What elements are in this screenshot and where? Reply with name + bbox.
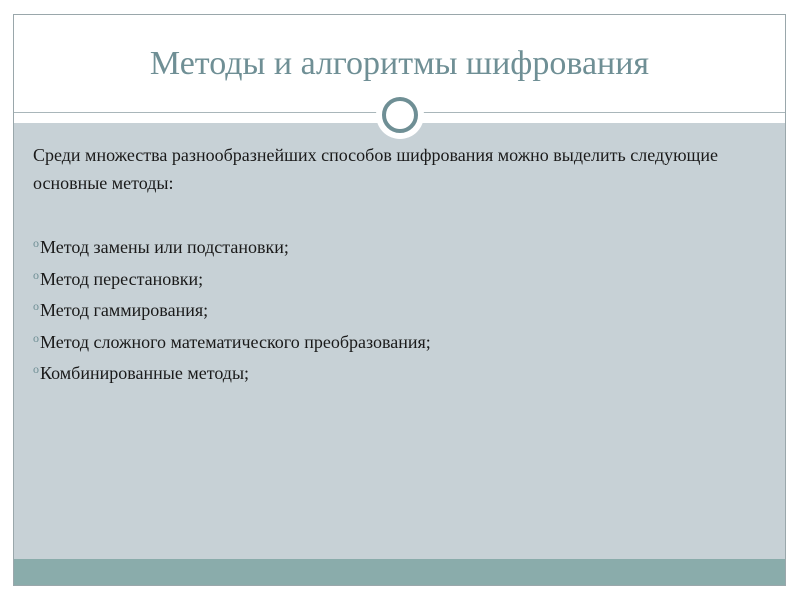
- divider-ring-icon: [376, 91, 424, 139]
- circle-bullet-icon: o: [33, 299, 39, 313]
- slide: [13, 14, 786, 586]
- method-label: Метод сложного математического преобразования;: [40, 331, 431, 352]
- ring-icon: [382, 97, 418, 133]
- method-label: Комбинированные методы;: [40, 363, 250, 383]
- list-item: [33, 296, 431, 328]
- footer-band: [14, 559, 785, 585]
- circle-bullet-icon: o: [33, 236, 39, 250]
- methods-list: [33, 233, 431, 391]
- circle-bullet-icon: o: [33, 330, 39, 345]
- method-label: Метод гаммирования;: [40, 300, 209, 320]
- intro-text: Среди множества разнообразнейших способов шифрования можно выделить следующие основные методы:: [33, 145, 719, 193]
- list-item: [33, 359, 431, 391]
- method-label: Метод замены или подстановки;: [40, 237, 289, 257]
- slide-title: Методы и алгоритмы шифрования: [149, 45, 650, 82]
- circle-bullet-icon: o: [33, 267, 39, 282]
- list-item: [33, 265, 431, 297]
- list-item: [33, 233, 431, 265]
- method-label: Метод перестановки;: [40, 268, 204, 289]
- list-item: [33, 328, 431, 360]
- circle-bullet-icon: o: [33, 362, 39, 376]
